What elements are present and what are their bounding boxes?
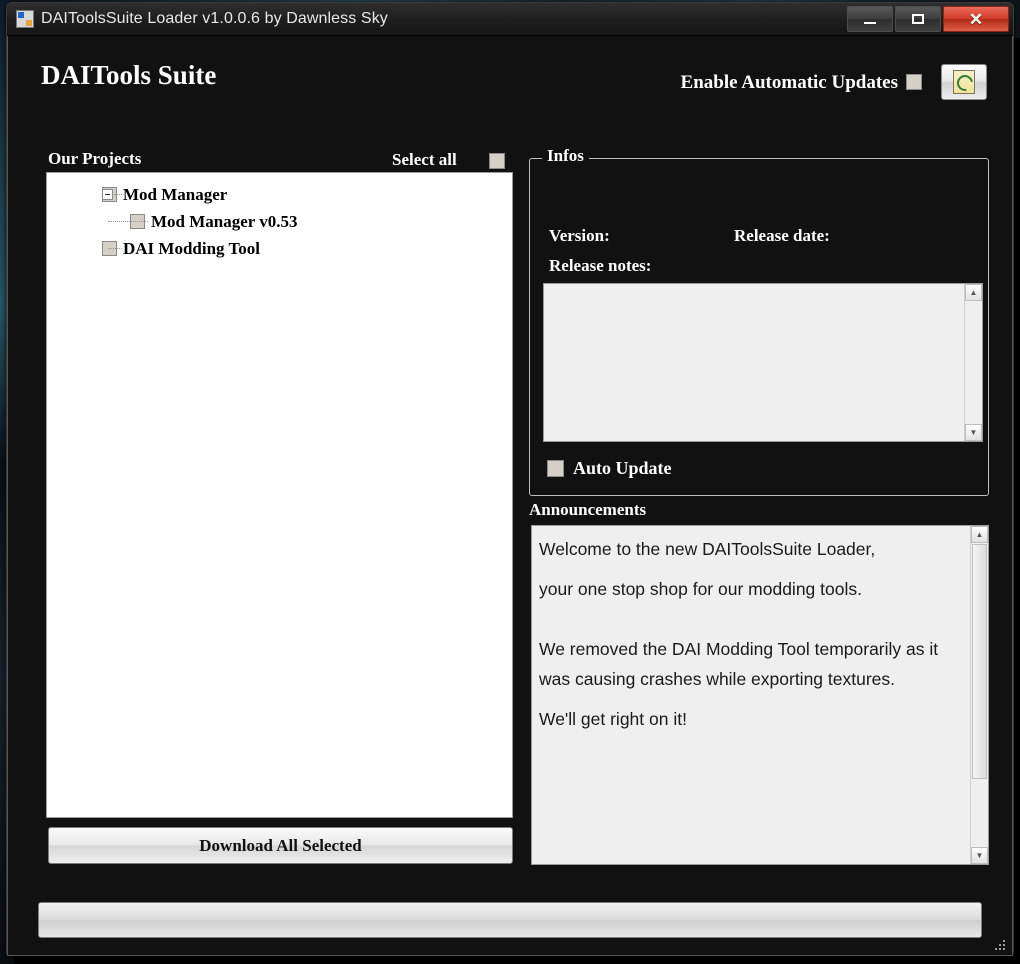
announcements-legend: Announcements: [529, 500, 647, 519]
tree-line: [114, 194, 126, 196]
release-notes-scrollbar[interactable]: [964, 284, 982, 441]
enable-automatic-updates-checkbox[interactable]: [906, 74, 922, 90]
tree-item-dai-modding-tool[interactable]: [47, 235, 512, 262]
scrollbar-thumb[interactable]: [972, 544, 987, 779]
minimize-button[interactable]: [847, 6, 893, 32]
announcement-paragraph: Welcome to the new DAIToolsSuite Loader,: [539, 539, 876, 559]
version-label: Version:: [549, 226, 610, 245]
title-bar[interactable]: [7, 3, 1013, 36]
resize-grip-icon[interactable]: [993, 938, 1007, 952]
refresh-icon: [953, 70, 975, 94]
maximize-icon: [912, 14, 924, 24]
tree-line: [108, 248, 122, 250]
tree-item-mod-manager-v053[interactable]: [47, 208, 512, 235]
scroll-down-icon[interactable]: ▼: [971, 847, 988, 864]
tree-line: [108, 221, 148, 223]
release-notes-label: Release notes:: [549, 256, 652, 275]
tree-item-label: Mod Manager: [123, 184, 228, 204]
auto-update-checkbox[interactable]: [547, 460, 564, 477]
window-controls: [845, 6, 1009, 32]
tree-item-label: Mod Manager v0.53: [151, 211, 298, 231]
download-all-selected-button[interactable]: Download All Selected: [48, 827, 513, 864]
enable-automatic-updates-label: Enable Automatic Updates: [680, 72, 898, 93]
auto-update-label: Auto Update: [573, 458, 672, 478]
select-all-label: Select all: [392, 150, 457, 169]
close-icon: ✕: [968, 9, 984, 29]
client-area: [7, 36, 1013, 956]
release-notes-value: [544, 284, 982, 292]
announcement-paragraph: We removed the DAI Modding Tool temporarily as it was causing crashes while exporting textures.: [539, 639, 939, 690]
announcements-text: [532, 526, 968, 744]
announcements-panel[interactable]: [531, 525, 989, 865]
application-window: [6, 2, 1014, 956]
our-projects-label: Our Projects: [48, 149, 142, 168]
refresh-button[interactable]: [941, 64, 987, 100]
close-button[interactable]: [943, 6, 1009, 32]
select-all-checkbox[interactable]: [489, 153, 505, 169]
tree-item-label: DAI Modding Tool: [123, 238, 260, 258]
scroll-up-icon[interactable]: ▲: [965, 284, 982, 301]
app-icon: [16, 10, 34, 28]
window-title: DAIToolsSuite Loader v1.0.0.6 by Dawnless Sky: [41, 10, 388, 27]
projects-tree[interactable]: [46, 172, 513, 818]
maximize-button[interactable]: [895, 6, 941, 32]
progress-bar: [38, 902, 982, 938]
page-title: DAITools Suite: [41, 60, 217, 90]
scroll-up-icon[interactable]: ▲: [971, 526, 988, 543]
release-notes-textbox[interactable]: [543, 283, 983, 442]
minimize-icon: [864, 22, 876, 24]
announcement-paragraph: your one stop shop for our modding tools.: [539, 579, 862, 600]
release-date-label: Release date:: [734, 226, 830, 245]
collapse-icon[interactable]: [102, 189, 113, 200]
infos-legend: Infos: [542, 146, 589, 166]
announcements-scrollbar[interactable]: [970, 526, 988, 864]
tree-item-mod-manager[interactable]: [47, 181, 512, 208]
scroll-down-icon[interactable]: ▼: [965, 424, 982, 441]
announcement-paragraph: We'll get right on it!: [539, 709, 687, 730]
